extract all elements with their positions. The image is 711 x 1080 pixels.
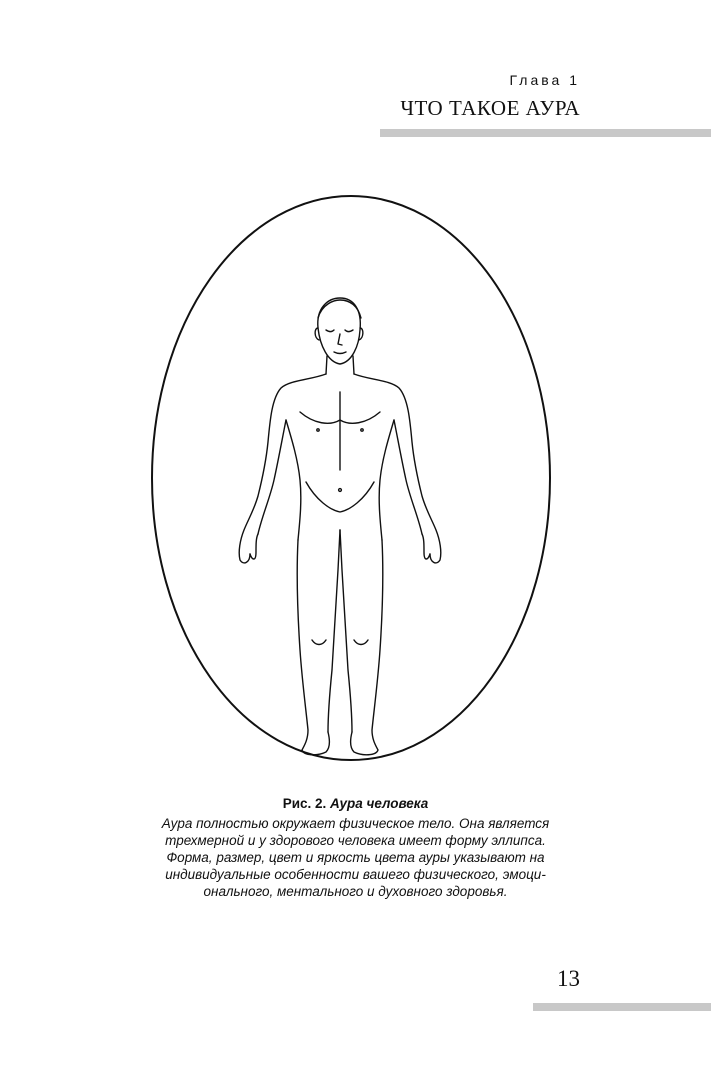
caption-line: трехмерной и у здорового человека имеет форму эллипса.	[165, 833, 546, 848]
aura-ellipse	[152, 196, 550, 760]
footer-rule	[533, 1003, 711, 1011]
header-rule	[380, 129, 711, 137]
caption-line: онального, ментального и духовного здоровья.	[203, 884, 508, 899]
figure-number: Рис. 2.	[282, 796, 327, 811]
caption-body	[110, 815, 601, 900]
figure-title: Аура человека	[330, 796, 429, 811]
caption-title	[110, 796, 601, 811]
caption-line: индивидуальные особенности вашего физического, эмоци-	[165, 867, 546, 882]
figure-caption	[110, 796, 601, 900]
human-body-outline	[239, 298, 441, 755]
chapter-title: ЧТО ТАКОЕ АУРА	[400, 96, 580, 120]
page-number: 13	[557, 966, 580, 991]
caption-line: Форма, размер, цвет и яркость цвета ауры указывают на	[166, 850, 545, 865]
aura-figure	[150, 194, 552, 764]
caption-line: Аура полностью окружает физическое тело. Она является	[161, 816, 550, 831]
chapter-label: Глава 1	[509, 72, 580, 88]
